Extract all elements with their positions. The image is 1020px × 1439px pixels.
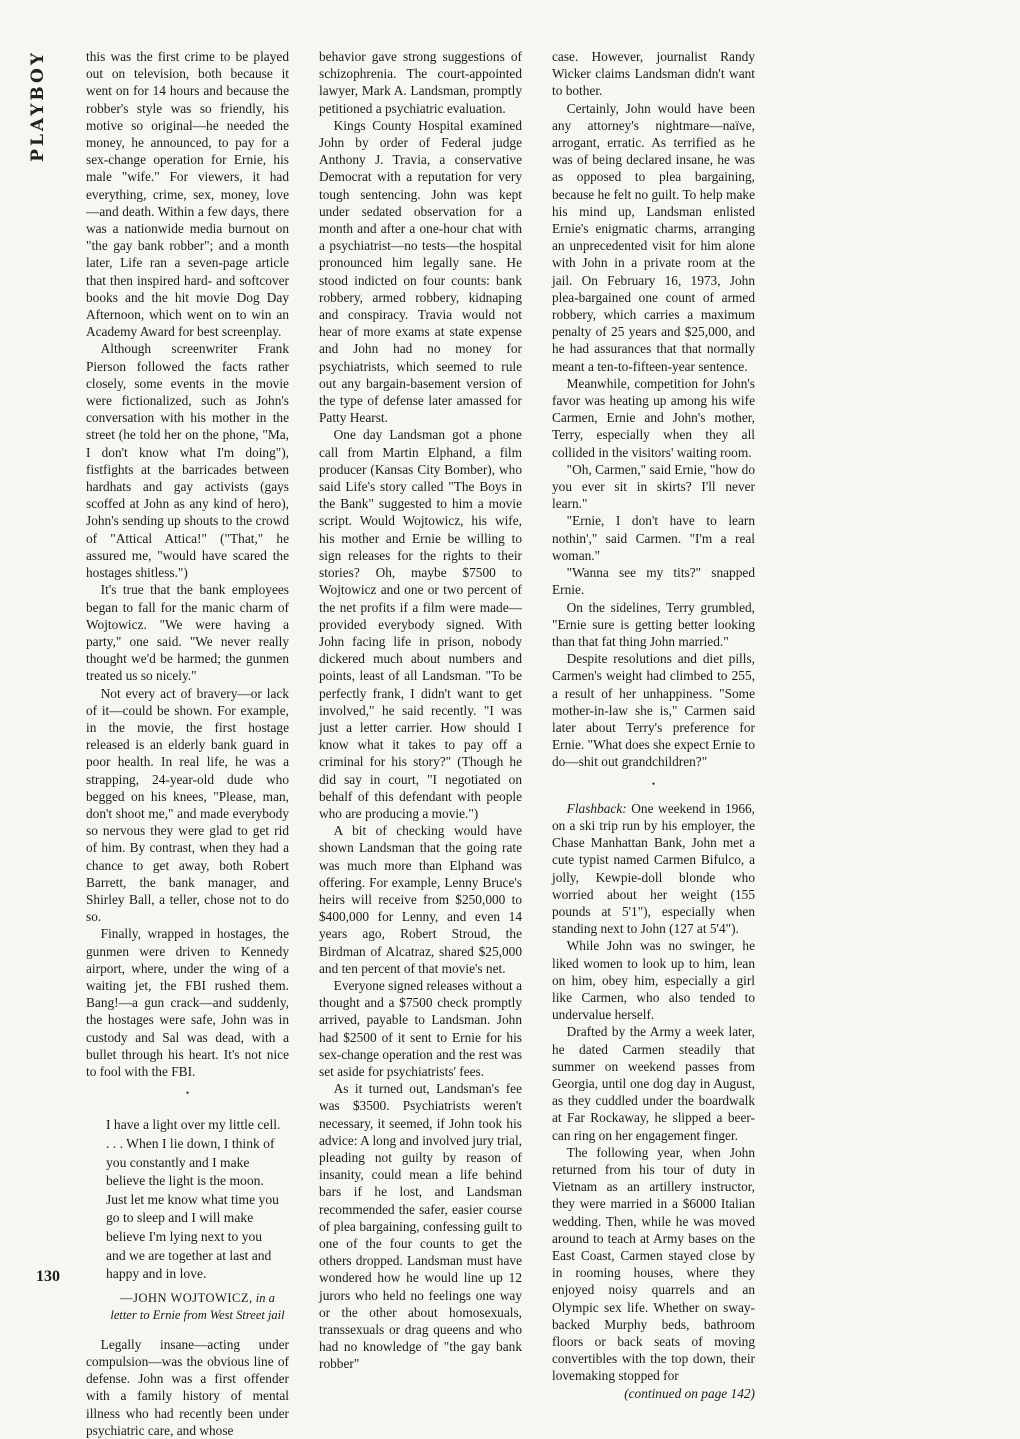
attribution-name: —JOHN WOJTOWICZ, [120,1290,253,1305]
flashback-text: One weekend in 1966, on a ski trip run by his employer, the Chase Manhattan Bank, John met a cute typist named Carmen Bifulco, a jolly, Kewpie-doll blonde who worried about her weight (155 pounds at 5'1"), especially when standing next to John (127 at 5'4"). [552,800,755,937]
paragraph: "Ernie, I don't have to learn nothin'," said Carmen. "I'm a real woman." [552,513,755,563]
pull-quote [106,1116,285,1283]
continued-note: (continued on page 142) [624,1385,755,1401]
paragraph: Legally insane—acting under compulsion—was the obvious line of defense. John was a first offender with a family history of mental illness who had recently been under psychiatric care, and whose [86,1336,289,1438]
paragraph: On the sidelines, Terry grumbled, "Ernie sure is getting better looking than that fat thing John married." [552,599,755,649]
paragraph: Kings County Hospital examined John by order of Federal judge Anthony J. Travia, a conservative Democrat with a reputation for very tough sentencing. John was kept under sedated observation for a month and after a one-hour chat with a psychiatrist—no tests—the hospital pronounced him legally sane. He stood indicted on four counts: bank robbery, armed robbery, kidnaping and conspiracy. Travia would not hear of more exams at state expense and John had no money for psychiatrists, which seemed to rule out any bargain-basement version of the type of defense later amassed for Patty Hearst. [319,117,522,426]
magazine-logo: PLAYBOY [28,50,48,162]
article-body [86,48,978,1438]
paragraph: Meanwhile, competition for John's favor was heating up among his wife Carmen, Ernie and John's mother, Terry, especially when they all collided in the visitors' waiting room. [552,375,755,460]
paragraph: Although screenwriter Frank Pierson followed the facts rather closely, some events in the movie were fictionalized, such as John's conversation with his mother in the street (he told her on the phone, "Ma, I don't know what I'm doing"), fistfights at the barricades between hardhats and gay activists (gays scoffed at John as any kind of hero), John's sending up shouts to the crowd of "Attical Attica!" ("That," he assured me, "would have scared the hostages shitless.") [86,341,289,581]
quote-attribution [106,1290,289,1324]
page-number: 130 [36,1268,60,1285]
paragraph: One day Landsman got a phone call from Martin Elphand, a film producer (Kansas City Bomber), who said Life's story called "The Boys in the Bank" suggested to him a movie script. Would Wojtowicz, his wife, his mother and Ernie be willing to sign releases for the rights to their stories? Oh, maybe $7500 to Wojtowicz and one or two percent of the net profits if a film were made—provided everybody signed. With John facing life in prison, nobody dickered much about numbers and points, least of all Landsman. "To be perfectly frank, I didn't want to get involved," he said recently. "I was just a letter carrier. How should I know what it takes to pay off a criminal for his story?" (Though he did say in court, "I negotiated on behalf of this defendant with people who are producing a movie.") [319,427,522,821]
paragraph: "Wanna see my tits?" snapped Ernie. [552,565,755,598]
flashback-paragraph [552,800,755,938]
paragraph: behavior gave strong suggestions of schizophrenia. The court-appointed lawyer, Mark A. Landsman, promptly petitioned a psychiatric evaluation. [319,49,522,116]
paragraph: Certainly, John would have been any attorney's nightmare—naïve, arrogant, erratic. As terrified as he was of being declared insane, he was as opposed to plea bargaining, because he felt no guilt. To help make his mind up, Landsman enlisted Ernie's enigmatic charms, arranging an unprecedented visit for him alone with John in a private room at the jail. On February 16, 1973, John plea-bargained one count of armed robbery, which carries a maximum penalty of 25 years and $25,000, and he had assurances that that normally meant a ten-to-fifteen-year sentence. [552,100,755,374]
column-3 [552,48,755,1401]
paragraph: As it turned out, Landsman's fee was $3500. Psychiatrists weren't necessary, it seemed, if John took his advice: A long and involved jury trial, pleading not guilty by reason of insanity, could mean a life behind bars if he lost, and Landsman recommended the safer, easier course of plea bargaining, confessing guilt to one of the four counts to get the others dropped. Landsman must have wondered how he would line up 12 jurors who held no feelings one way or the other about homosexuals, transsexuals or drag queens and who had no knowledge of "the gay bank robber" [319,1081,522,1372]
paragraph: this was the first crime to be played out on television, both because it went on for 14 hours and because the robber's style was so friendly, his motive so original—he needed the money, he announced, to pay for a sex-change operation for Ernie, his male "wife." For viewers, it had everything, crime, sex, money, love—and death. Within a few days, there was a nationwide media burnout on "the gay bank robber"; and a month later, Life ran a seven-page article that then inspired hard- and softcover books and the hit movie Dog Day Afternoon, which went on to win an Academy Award for best screenplay. [86,49,289,340]
paragraph: Everyone signed releases without a thought and a $7500 check promptly arrived, payable to Landsman. John had $2500 of it sent to Ernie for his sex-change operation and the rest was set aside for psychiatrists' fees. [319,977,522,1079]
paragraph: While John was no swinger, he liked women to look up to him, lean on him, obey him, especially a girl like Carmen, who also tended to undervalue herself. [552,938,755,1023]
paragraph: "Oh, Carmen," said Ernie, "how do you ever sit in skirts? I'll never learn." [552,461,755,512]
column-2 [319,48,522,1372]
attribution-text: in a letter to Ernie from West Street jail [110,1290,285,1322]
quote-text: I have a light over my little cell. . . . When I lie down, I think of you constantly and I make believe the light is the moon. Just let me know what time you go to sleep and I will make believe I'm lying next to you and we are together at last and happy and in love. [106,1117,281,1282]
paragraph: Despite resolutions and diet pills, Carmen's weight had climbed to 255, a result of her unhappiness. "Some mother-in-law she is," Carmen said later about Terry's preference for Ernie. "What does she expect Ernie to do—shit out grandchildren?" [552,651,755,770]
column-1 [86,48,289,1438]
paragraph: A bit of checking would have shown Landsman that the going rate was much more than Elphand was offering. For example, Lenny Bruce's heirs will receive from $250,000 to $400,000 for Lenny, and even 14 years ago, Robert Stroud, the Birdman of Alcatraz, shared $25,000 and ten percent of that movie's net. [319,823,522,976]
paragraph: Finally, wrapped in hostages, the gunmen were driven to Kennedy airport, where, under the wing of a waiting jet, the FBI rushed them. Bang!—a gun crack—and suddenly, the hostages were safe, John was in custody and Sal was dead, with a bullet through his heart. It's not nice to fool with the FBI. [86,926,289,1079]
paragraph: Drafted by the Army a week later, he dated Carmen steadily that summer on weekend passes from Georgia, until one dog day in August, as they cuddled under the boardwalk at Far Rockaway, he slipped a beer-can ring on her engagement finger. [552,1024,755,1143]
flashback-label: Flashback: [566,800,627,816]
paragraph: Not every act of bravery—or lack of it—could be shown. For example, in the movie, the first hostage released is an elderly bank guard in poor health. In real life, he was a strapping, 24-year-old dude who begged on his knees, "Please, man, don't shoot me," and made everybody so nervous they were glad to get rid of him. By contrast, when they had a chance to get away, both Robert Barrett, the bank manager, and Shirley Ball, a teller, chose not to do so. [86,685,289,925]
paragraph: It's true that the bank employees began to fall for the manic charm of Wojtowicz. "We were having a party," one said. "We never really thought we'd be harmed; the gunmen treated us so nicely." [86,582,289,684]
section-divider: • [185,1088,190,1099]
paragraph: case. However, journalist Randy Wicker claims Landsman didn't want to bother. [552,49,755,99]
section-divider: • [651,778,656,789]
paragraph: The following year, when John returned from his tour of duty in Vietnam as an artillery instructor, they were married in a $6000 Italian wedding. Then, while he was moved around to teach at Army bases on the East Coast, Carmen stayed close by in rooming houses, where they enjoyed noisy quarrels and an Olympic sex life. Whether on sway-backed Murphy beds, bathroom floors or back seats of moving convertibles with the top down, their lovemaking stopped for [552,1144,755,1384]
